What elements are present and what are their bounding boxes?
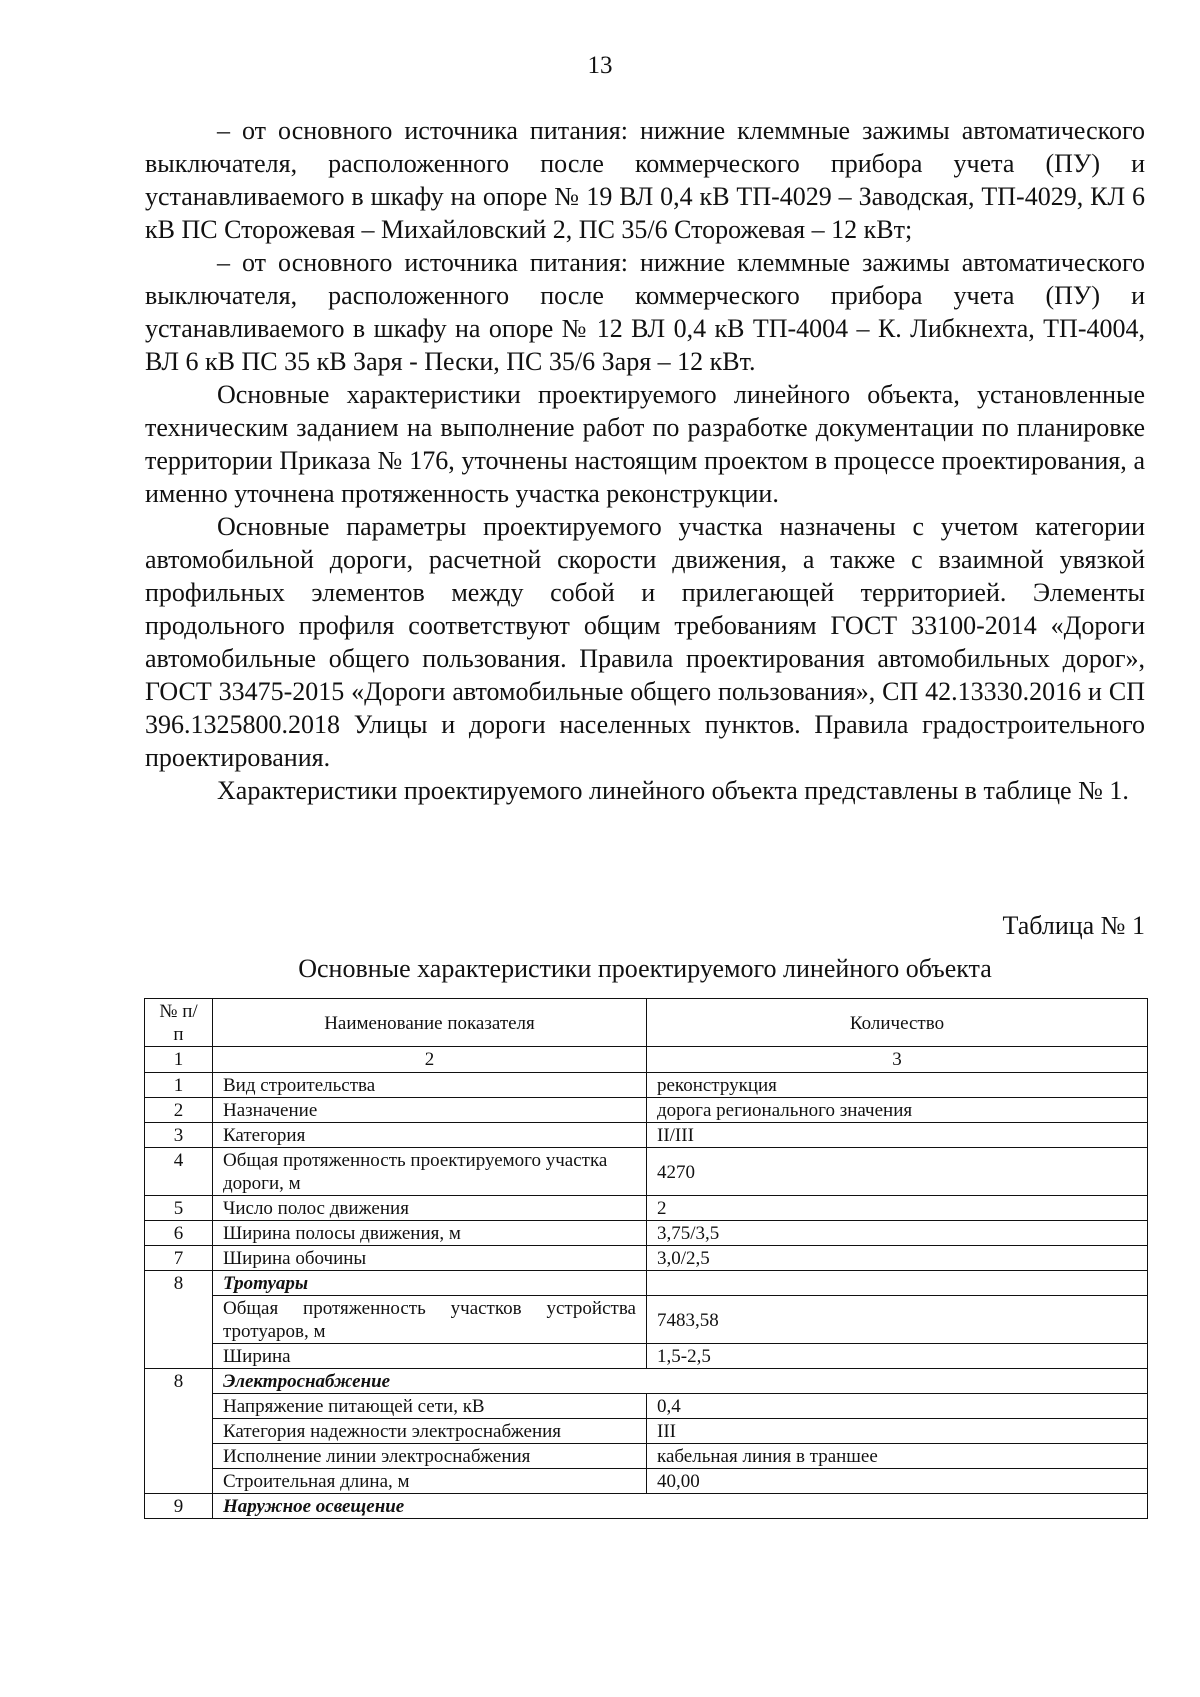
table-row <box>145 1123 1148 1148</box>
row-value: дорога регионального значения <box>647 1098 1148 1123</box>
table-header-row <box>145 999 1148 1047</box>
table-group-row-power <box>145 1369 1148 1394</box>
page-number: 13 <box>587 52 613 79</box>
row-value: 3,75/3,5 <box>647 1221 1148 1246</box>
column-numbers-row <box>145 1047 1148 1073</box>
row-value: реконструкция <box>647 1073 1148 1098</box>
row-value: II/III <box>647 1123 1148 1148</box>
table-row <box>145 1469 1148 1494</box>
characteristics-table <box>144 998 1148 1519</box>
table-row <box>145 1221 1148 1246</box>
paragraph-main-parameters: Основные параметры проектируемого участка назначены с учетом категории автомобильной дороги, расчетной скорости движения, а также с взаимной увязкой профильных элементов между собой и прилегающей территорией. Элементы продольного профиля соответствуют общим требованиям ГОСТ 33100-2014 «Дороги автомобильные общего пользования. Правила проектирования автомобильных дорог», ГОСТ 33475-2015 «Дороги автомобильные общего пользования», СП 42.13330.2016 и СП 396.1325800.2018 Улицы и дороги населенных пунктов. Правила градостроительного проектирования. <box>145 512 1145 772</box>
paragraph-power-source-1: – от основного источника питания: нижние клеммные зажимы автоматического выключателя, расположенного после коммерческого прибора учета (ПУ) и устанавливаемого в шкафу на опоре № 19 ВЛ 0,4 кВ ТП-4029 – Заводская, ТП-4029, КЛ 6 кВ ПС Сторожевая – Михайловский 2, ПС 35/6 Сторожевая – 12 кВт; <box>145 116 1145 244</box>
table-title: Основные характеристики проектируемого линейного объекта <box>298 954 992 983</box>
row-value: III <box>647 1419 1148 1444</box>
row-name: Назначение <box>213 1098 647 1123</box>
header-cell-number: № п/п <box>145 999 213 1047</box>
table-row <box>145 1246 1148 1271</box>
paragraph-main-characteristics: Основные характеристики проектируемого линейного объекта, установленные техническим заданием на выполнение работ по разработке документации по планировке территории Приказа № 176, уточнены настоящим проектом в процессе проектирования, а именно уточнена протяженность участка реконструкции. <box>145 380 1145 508</box>
paragraph-power-source-2: – от основного источника питания: нижние клеммные зажимы автоматического выключателя, расположенного после коммерческого прибора учета (ПУ) и устанавливаемого в шкафу на опоре № 12 ВЛ 0,4 кВ ТП-4004 – К. Либкнехта, ТП-4004, ВЛ 6 кВ ПС 35 кВ Заря - Пески, ПС 35/6 Заря – 12 кВт. <box>145 248 1145 376</box>
table-row <box>145 1196 1148 1221</box>
row-name: Ширина <box>213 1344 647 1369</box>
row-value: 3,0/2,5 <box>647 1246 1148 1271</box>
header-cell-name: Наименование показателя <box>213 999 647 1047</box>
row-value: 40,00 <box>647 1469 1148 1494</box>
row-name: Ширина обочины <box>213 1246 647 1271</box>
row-name: Исполнение линии электроснабжения <box>213 1444 647 1469</box>
table-group-row-lighting <box>145 1494 1148 1519</box>
table-row <box>145 1148 1148 1196</box>
row-number: 7 <box>145 1246 213 1271</box>
group-title-sidewalks: Тротуары <box>213 1271 647 1296</box>
table-group-row-sidewalks <box>145 1271 1148 1296</box>
row-number: 1 <box>145 1073 213 1098</box>
row-value: кабельная линия в траншее <box>647 1444 1148 1469</box>
row-name: Ширина полосы движения, м <box>213 1221 647 1246</box>
column-number: 1 <box>145 1047 213 1073</box>
row-value: 7483,58 <box>647 1296 1148 1344</box>
table-row <box>145 1394 1148 1419</box>
table-row <box>145 1098 1148 1123</box>
row-number: 8 <box>145 1271 213 1369</box>
table-row <box>145 1419 1148 1444</box>
row-name: Общая протяженность участков устройства тротуаров, м <box>213 1296 647 1344</box>
row-name: Строительная длина, м <box>213 1469 647 1494</box>
column-number: 2 <box>213 1047 647 1073</box>
row-name: Число полос движения <box>213 1196 647 1221</box>
paragraph-table-reference: Характеристики проектируемого линейного объекта представлены в таблице № 1. <box>217 776 1129 805</box>
header-cell-value: Количество <box>647 999 1148 1047</box>
table-row <box>145 1073 1148 1098</box>
row-number: 3 <box>145 1123 213 1148</box>
row-name: Категория <box>213 1123 647 1148</box>
row-name: Категория надежности электроснабжения <box>213 1419 647 1444</box>
row-value: 1,5-2,5 <box>647 1344 1148 1369</box>
row-value: 0,4 <box>647 1394 1148 1419</box>
group-title-lighting: Наружное освещение <box>213 1494 1148 1519</box>
row-number: 6 <box>145 1221 213 1246</box>
row-value-empty <box>647 1271 1148 1296</box>
body-text <box>145 114 1145 807</box>
row-number: 4 <box>145 1148 213 1196</box>
row-number: 5 <box>145 1196 213 1221</box>
row-value: 2 <box>647 1196 1148 1221</box>
table-row <box>145 1444 1148 1469</box>
table-row <box>145 1296 1148 1344</box>
row-number: 8 <box>145 1369 213 1494</box>
column-number: 3 <box>647 1047 1148 1073</box>
table-row <box>145 1344 1148 1369</box>
row-number: 2 <box>145 1098 213 1123</box>
group-title-power: Электроснабжение <box>213 1369 1148 1394</box>
row-name: Напряжение питающей сети, кВ <box>213 1394 647 1419</box>
table-label: Таблица № 1 <box>1002 911 1145 940</box>
row-name: Вид строительства <box>213 1073 647 1098</box>
row-name: Общая протяженность проектируемого участка дороги, м <box>213 1148 647 1196</box>
row-number: 9 <box>145 1494 213 1519</box>
row-value: 4270 <box>647 1148 1148 1196</box>
